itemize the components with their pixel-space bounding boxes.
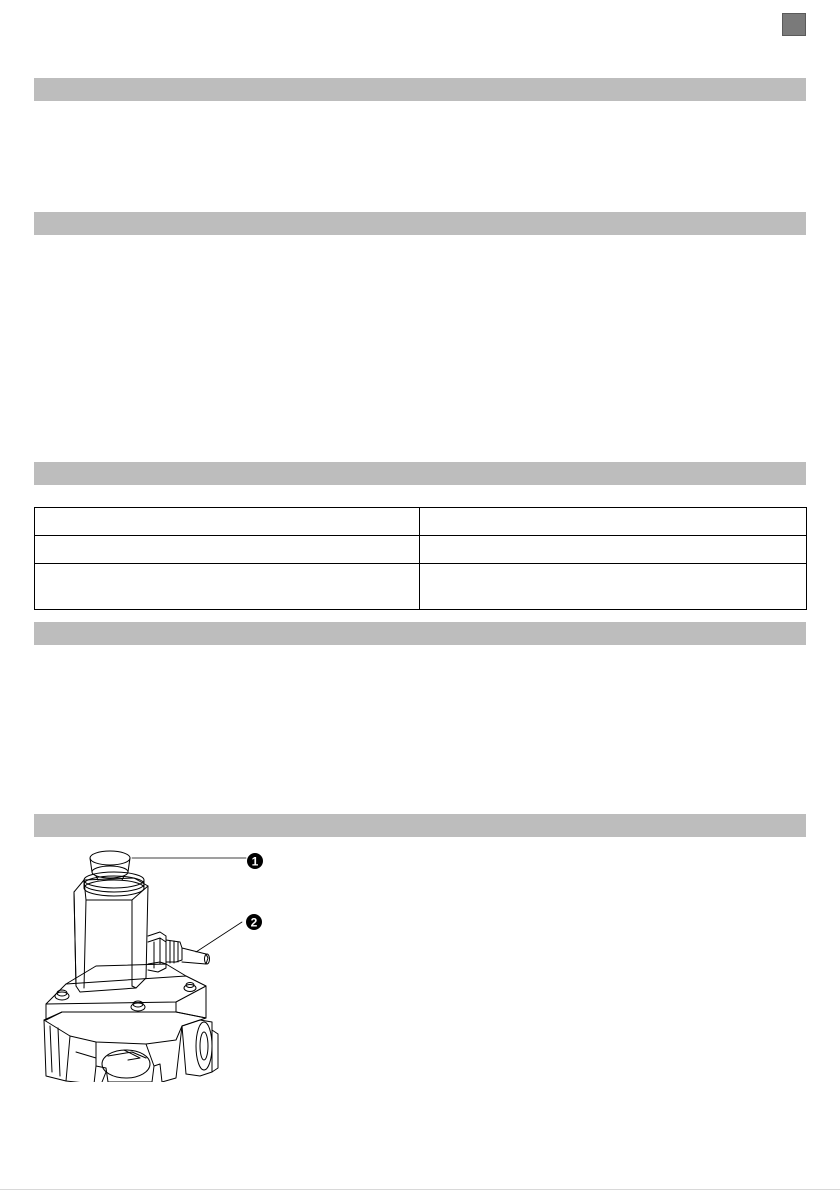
cable-gland: [148, 932, 210, 972]
section-header-bar-3: [34, 462, 806, 485]
table-cell: [420, 536, 807, 564]
coil-housing: [74, 878, 148, 992]
callout-marker-1: [247, 853, 263, 869]
specification-table: [34, 507, 807, 610]
table-cell: [35, 536, 420, 564]
table-row: [35, 564, 807, 610]
callout-number: 1: [251, 854, 259, 869]
table-cell: [420, 508, 807, 536]
table-cell: [420, 564, 807, 610]
valve-flange: [46, 964, 206, 1020]
callout-number: 2: [250, 915, 258, 930]
callout-leaders: [132, 858, 246, 952]
table-row: [35, 536, 807, 564]
page-marker-square: [782, 13, 806, 36]
section-header-bar-2: [34, 212, 806, 235]
table-cell: [35, 508, 420, 536]
section-header-bar-4: [34, 622, 806, 645]
valve-body: [44, 1012, 218, 1082]
table-row: [35, 508, 807, 536]
table-cell: [35, 564, 420, 610]
section-header-bar-5: [34, 814, 806, 837]
callout-marker-2: [246, 914, 262, 930]
section-header-bar-1: [34, 78, 806, 101]
page-bottom-rule: [0, 1189, 840, 1190]
solenoid-valve-illustration: [36, 846, 276, 1082]
coil-top-collar: [84, 872, 144, 896]
